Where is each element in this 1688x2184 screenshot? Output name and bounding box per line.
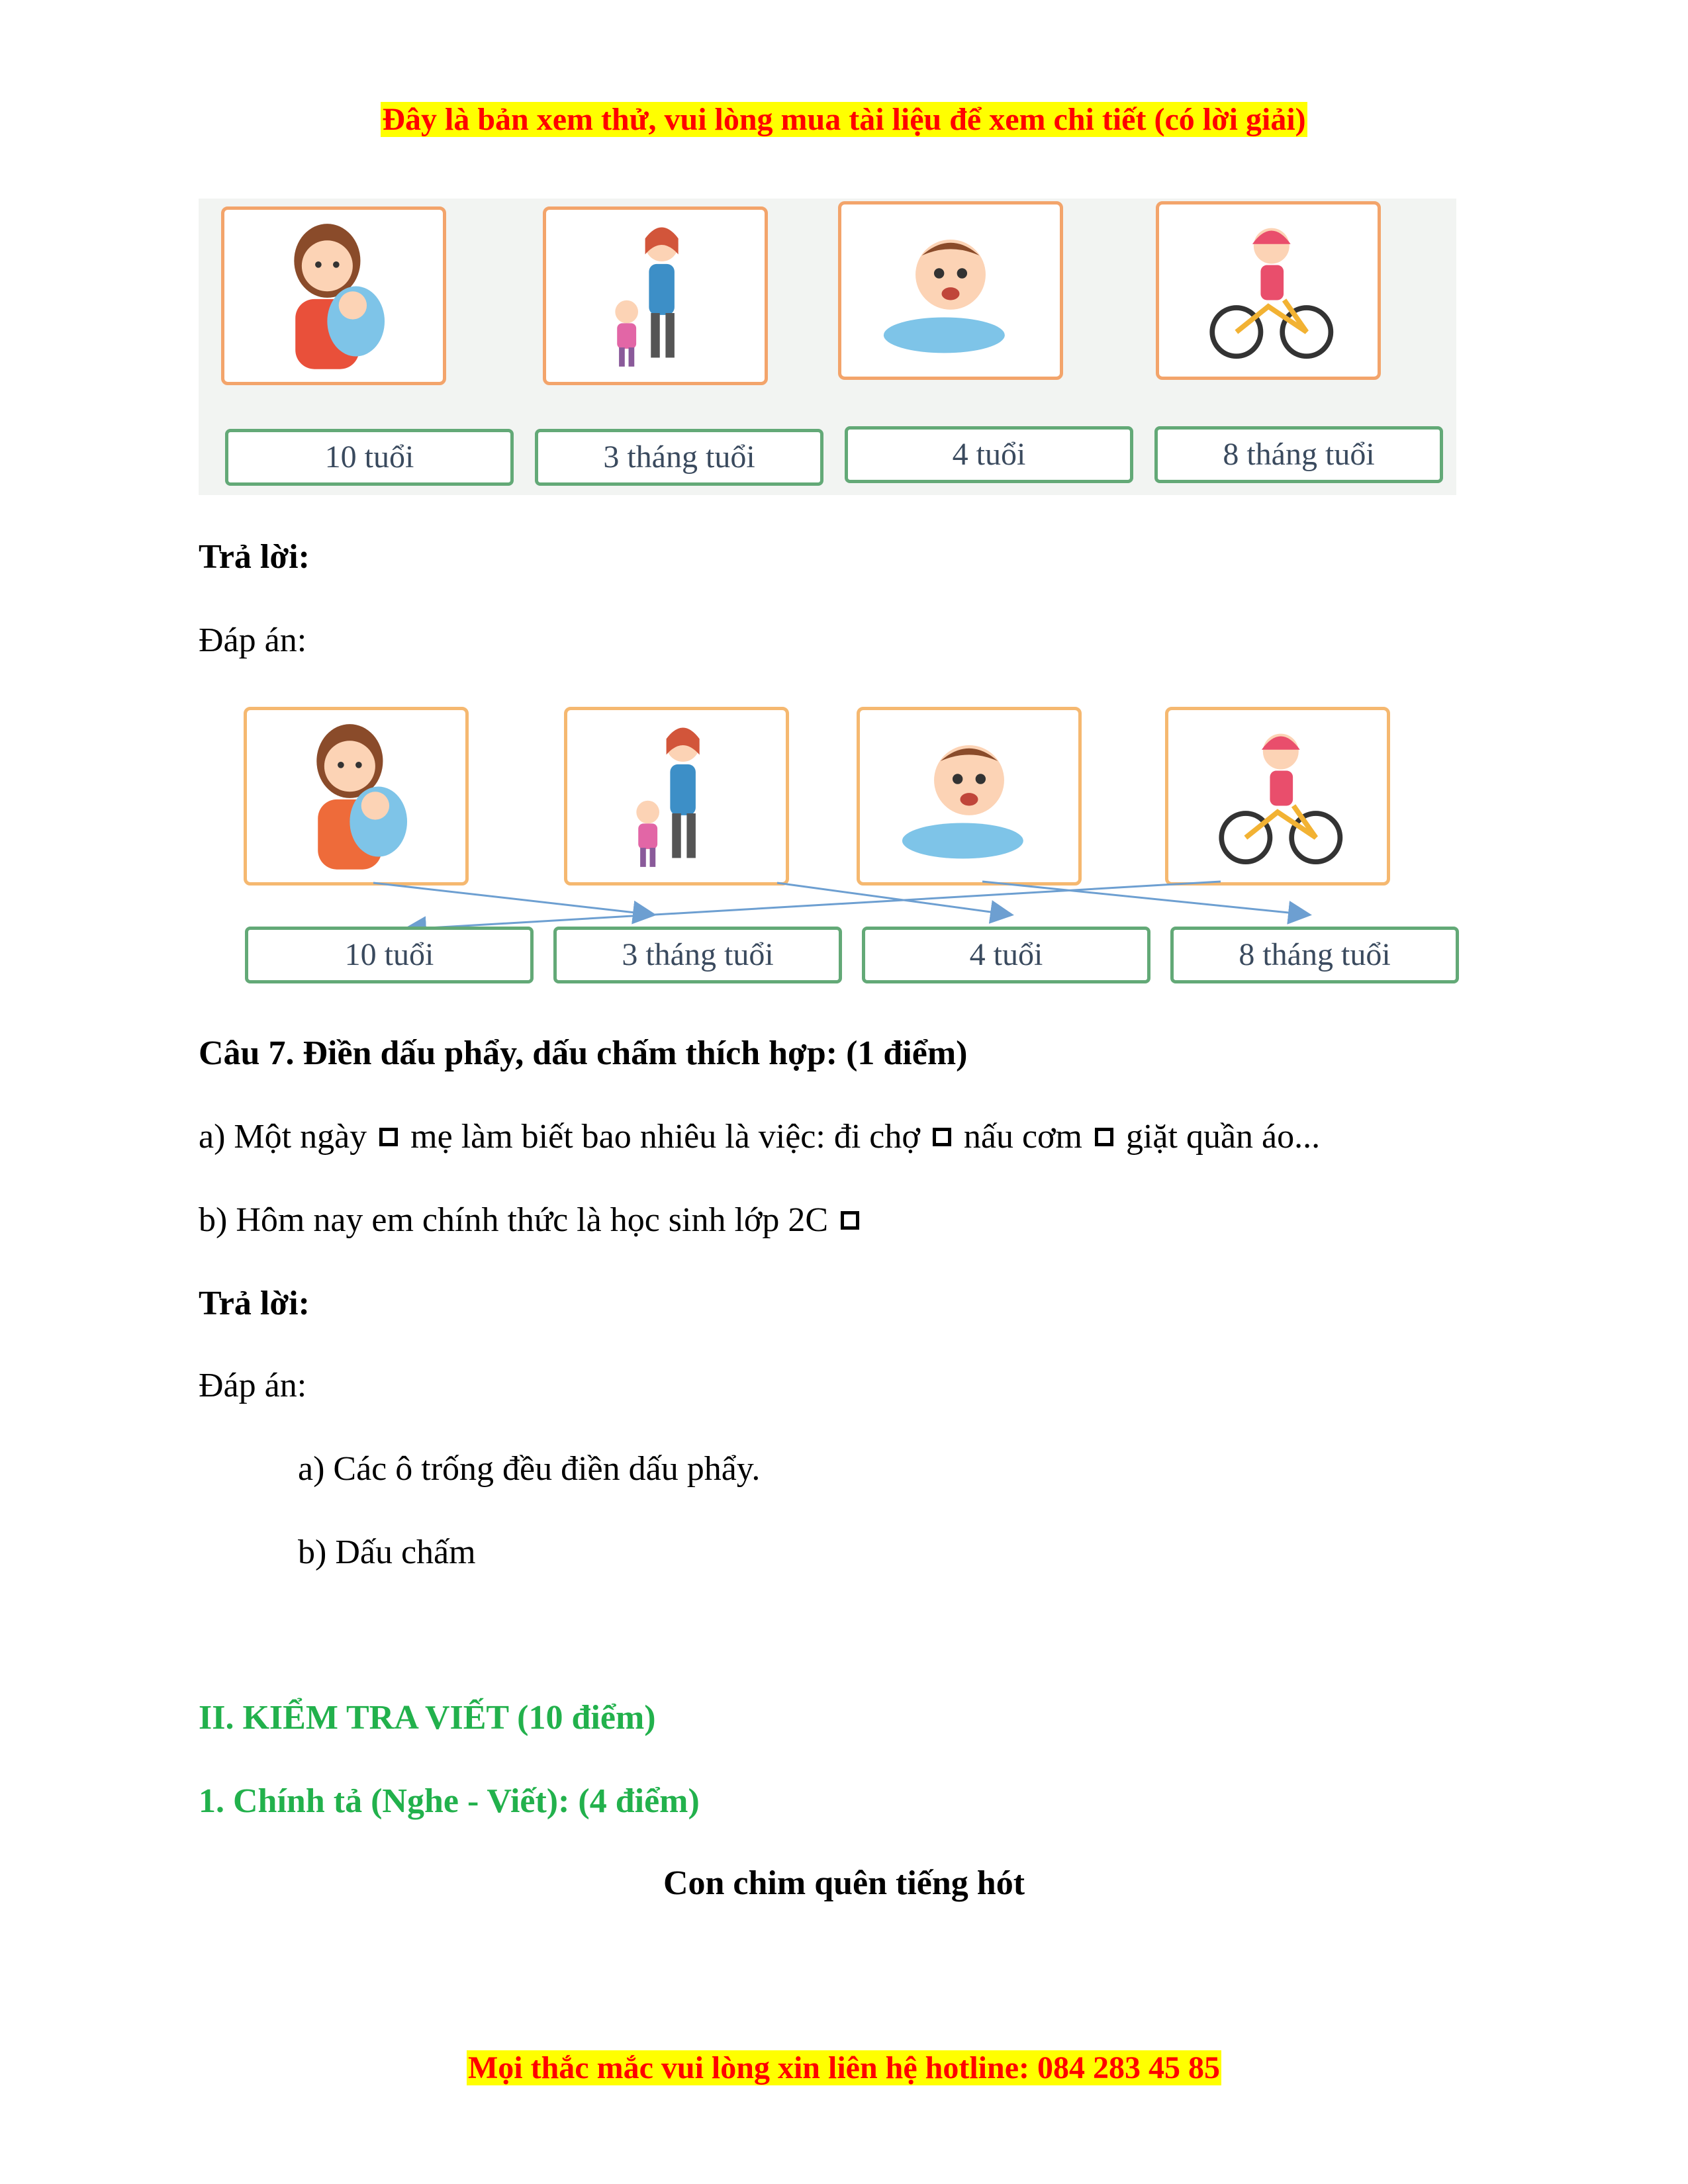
footer-hotline: Mọi thắc mắc vui lòng xin liên hệ hotline: 084 283 45 85	[467, 2050, 1220, 2085]
q7a-part-2: mẹ làm biết bao nhiêu là việc: đi chợ	[410, 1118, 920, 1156]
card-mother-baby	[221, 206, 446, 385]
q7a-part-4: giặt quần áo...	[1125, 1118, 1321, 1156]
crawling-baby-icon	[841, 205, 1060, 377]
blank-box-1	[379, 1128, 398, 1146]
answer-age-label-3: 4 tuổi	[862, 927, 1150, 983]
answer-age-label-2: 3 tháng tuổi	[553, 927, 842, 983]
q7b-part-1: b) Hôm nay em chính thức là học sinh lớp 2C	[199, 1201, 829, 1239]
story-title: Con chim quên tiếng hót	[663, 1864, 1025, 1902]
preview-notice: Đây là bản xem thử, vui lòng mua tài liệu để xem chi tiết (có lời giải)	[382, 102, 1306, 137]
card-child-bicycle	[1156, 201, 1381, 380]
section-2-subheading: 1. Chính tả (Nghe - Viết): (4 điểm)	[199, 1782, 700, 1820]
child-riding-bicycle-icon	[1159, 205, 1378, 377]
age-label-4: 8 tháng tuổi	[1154, 426, 1443, 483]
answer-key-label-q7: Đáp án:	[199, 1367, 307, 1404]
mother-walking-with-child-icon	[546, 210, 765, 382]
mother-holding-baby-icon	[224, 210, 443, 382]
blank-box-3	[1095, 1128, 1113, 1146]
q7a-part-1: a) Một ngày	[199, 1118, 367, 1156]
question-7b	[199, 1199, 863, 1242]
arrow-mother-baby-to-3-thang	[373, 883, 653, 915]
age-label-3: 4 tuổi	[845, 426, 1133, 483]
question-7-title: Câu 7. Điền dấu phẩy, dấu chấm thích hợp: (1 điểm)	[199, 1034, 968, 1072]
question-7a	[199, 1116, 1320, 1158]
answer-key-label-q6: Đáp án:	[199, 621, 307, 659]
card-crawling-baby	[838, 201, 1063, 380]
answer-q7a: a) Các ô trống đều điền dấu phẩy.	[298, 1450, 761, 1488]
age-label-2: 3 tháng tuổi	[535, 429, 823, 486]
answer-age-label-1: 10 tuổi	[245, 927, 534, 983]
answer-age-label-4: 8 tháng tuổi	[1170, 927, 1459, 983]
q7a-part-3: nấu cơm	[963, 1118, 1082, 1156]
age-matching-answer-image	[241, 704, 1466, 995]
blank-box-2	[933, 1128, 951, 1146]
answer-q7b: b) Dấu chấm	[298, 1533, 476, 1571]
card-mother-child	[543, 206, 768, 385]
blank-box-4	[841, 1211, 859, 1230]
answer-heading-q6: Trả lời:	[199, 538, 310, 576]
age-matching-exercise-image	[199, 199, 1456, 495]
answer-heading-q7: Trả lời:	[199, 1285, 310, 1322]
age-label-1: 10 tuổi	[225, 429, 514, 486]
arrow-mother-child-to-4-tuoi	[777, 883, 1010, 915]
section-2-heading: II. KIỂM TRA VIẾT (10 điểm)	[199, 1699, 656, 1737]
